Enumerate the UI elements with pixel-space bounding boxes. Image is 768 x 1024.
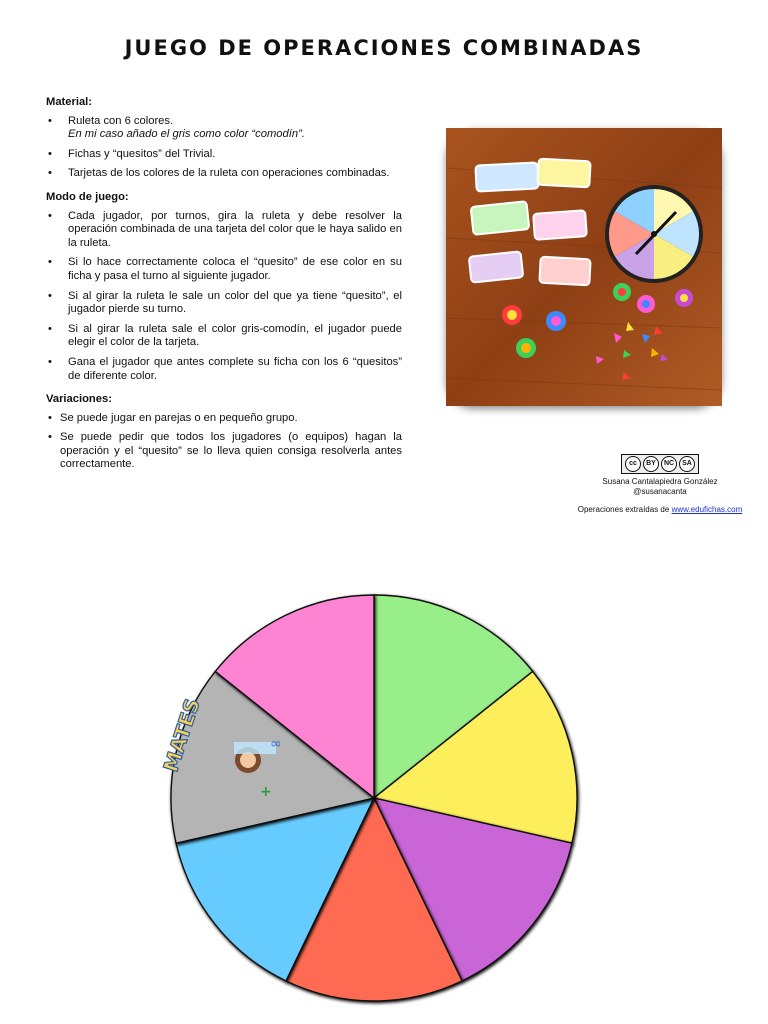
material-item-text: Tarjetas de los colores de la ruleta con operaciones combinadas. <box>68 167 390 180</box>
list-item: • Se puede pedir que todos los jugadores (o equipos) hagan la operación y el “quesito” se lo lleva quien consiga resolverla antes correctamente. <box>46 431 402 472</box>
cc-license-badge <box>621 454 699 474</box>
page-title: JUEGO DE OPERACIONES COMBINADAS <box>124 36 644 60</box>
game-photo <box>446 128 722 406</box>
photo-spinner <box>605 185 703 283</box>
material-heading: Material: <box>46 96 93 108</box>
nc-icon: NC <box>661 456 677 472</box>
variaciones-list <box>46 412 402 472</box>
list-item: • Si al girar la ruleta le sale un color del que ya tiene “quesito”, el jugador pierde su turno. <box>46 290 402 317</box>
list-item: • Si al girar la ruleta sale el color gris-comodín, el jugador puede elegir el color de la tarjeta. <box>46 323 402 350</box>
svg-text:+: + <box>260 784 272 800</box>
list-item <box>46 167 402 181</box>
modo-list <box>46 210 402 384</box>
list-item <box>46 148 402 162</box>
list-item: • Gana el jugador que antes complete su ficha con los 6 “quesitos” de diferente color. <box>46 356 402 383</box>
source-link[interactable]: www.edufichas.com <box>671 505 743 514</box>
roulette-wheel <box>158 590 584 1010</box>
source-line <box>570 505 750 515</box>
list-item: • Se puede jugar en parejas o en pequeño grupo. <box>46 412 402 426</box>
source-prefix: Operaciones extraídas de <box>577 505 672 514</box>
cc-icon: cc <box>625 456 641 472</box>
sa-icon: SA <box>679 456 695 472</box>
list-item <box>46 115 402 142</box>
instructions-column <box>46 96 402 478</box>
list-item: • Si lo hace correctamente coloca el “quesito” de ese color en su ficha y pasa el turno al siguiente jugador. <box>46 256 402 283</box>
variaciones-heading: Variaciones: <box>46 393 112 406</box>
game-photo-illustration <box>446 128 722 406</box>
material-item-text: Ruleta con 6 colores. <box>68 114 174 127</box>
mates-logo-text: MATES <box>158 695 205 775</box>
author-name: Susana Cantalapiedra González <box>602 477 718 486</box>
modo-heading: Modo de juego: <box>46 190 129 203</box>
material-item-note: En mi caso añado el gris como color “comodín”. <box>68 128 305 141</box>
list-item: • Cada jugador, por turnos, gira la ruleta y debe resolver la operación combinada de una tarjeta del color que le haya salido en la ruleta. <box>46 210 402 251</box>
credits-block <box>570 454 750 515</box>
by-icon: BY <box>643 456 659 472</box>
svg-text:∞: ∞ <box>270 736 282 752</box>
material-item-text: Fichas y “quesitos” del Trivial. <box>68 147 216 160</box>
wheel-segments <box>171 595 577 1001</box>
author-handle: @susanacanta <box>633 487 687 496</box>
material-list <box>46 115 402 181</box>
